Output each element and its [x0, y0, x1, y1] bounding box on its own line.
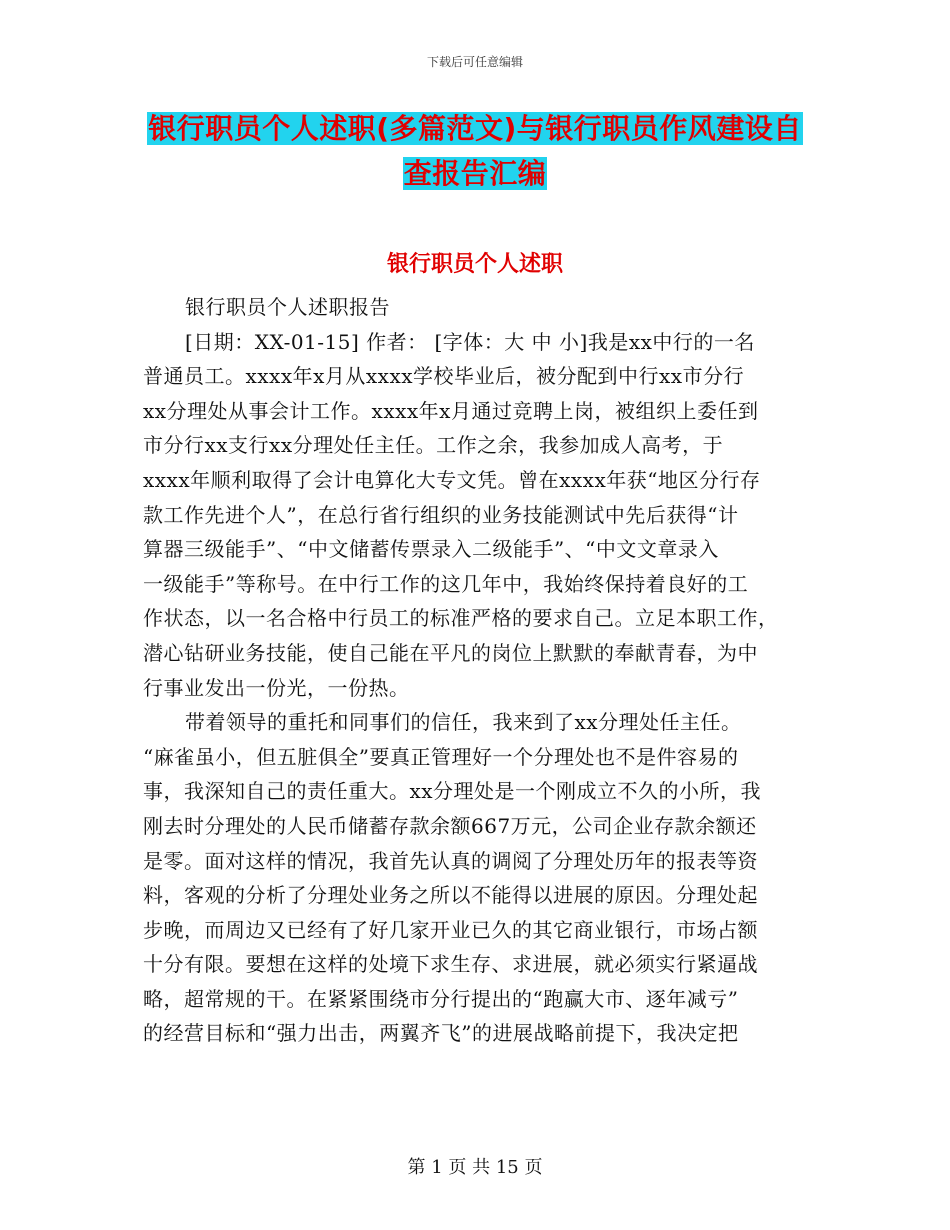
document-title-line-2: [0, 157, 950, 191]
paragraph-2-line: 料，客观的分析了分理处业务之所以不能得以进展的原因。分理处起: [143, 883, 758, 908]
document-title-line-1: [0, 112, 950, 146]
paragraph-2-line: 刚去时分理处的人民币储蓄存款余额667万元，公司企业存款余额还: [143, 813, 757, 838]
title-highlight-1: 银行职员个人述职(多篇范文)与银行职员作风建设自: [148, 112, 802, 145]
header-note: 下载后可任意编辑: [426, 55, 523, 69]
title-highlight-2: 查报告汇编: [403, 157, 547, 190]
paragraph-2-line: 的经营目标和“强力出击，两翼齐飞”的进展战略前提下，我决定把: [143, 1021, 739, 1046]
paragraph-1-line: 一级能手”等称号。在中行工作的这几年中，我始终保持着良好的工: [143, 571, 749, 596]
paragraph-1-line: 作状态，以一名合格中行员工的标准严格的要求自己。立足本职工作，: [143, 606, 779, 631]
section-title: 银行职员个人述职: [386, 252, 563, 277]
document-body: [143, 290, 808, 1051]
page-footer: 第 1 页 共 15 页: [407, 1157, 543, 1178]
report-title: 银行职员个人述职报告: [185, 295, 390, 319]
paragraph-1-line: 普通员工。xxxx年x月从xxxx学校毕业后，被分配到中行xx市分行: [143, 364, 745, 389]
paragraph-2-line: 事，我深知自己的责任重大。xx分理处是一个刚成立不久的小所，我: [143, 779, 762, 804]
paragraph-1-line: 市分行xx支行xx分理处任主任。工作之余，我参加成人高考，于: [143, 433, 724, 458]
paragraph-2-line: 十分有限。要想在这样的处境下求生存、求进展，就必须实行紧逼战: [143, 952, 758, 977]
paragraph-1-line: [日期：XX-01-15] 作者： [字体：大 中 小]我是xx中行的一名: [185, 329, 755, 354]
paragraph-2-line: 步晚，而周边又已经有了好几家开业已久的其它商业银行，市场占额: [143, 917, 758, 942]
paragraph-1-line: 潜心钻研业务技能，使自己能在平凡的岗位上默默的奉献青春，为中: [143, 640, 758, 665]
paragraph-2-line: “麻雀虽小，但五脏俱全”要真正管理好一个分理处也不是件容易的: [143, 744, 739, 769]
paragraph-1-line: 行事业发出一份光，一份热。: [143, 675, 410, 700]
paragraph-1-line: 算器三级能手”、“中文储蓄传票录入二级能手”、“中文文章录入: [143, 537, 719, 562]
paragraph-2-line: 是零。面对这样的情况，我首先认真的调阅了分理处历年的报表等资: [143, 848, 758, 873]
paragraph-2-line: 带着领导的重托和同事们的信任，我来到了xx分理处任主任。: [185, 710, 742, 735]
paragraph-1-line: xx分理处从事会计工作。xxxx年x月通过竞聘上岗，被组织上委任到: [143, 398, 759, 423]
paragraph-1-line: 款工作先进个人”，在总行省行组织的业务技能测试中先后获得“计: [143, 502, 739, 527]
paragraph-2-line: 略，超常规的干。在紧紧围绕市分行提出的“跑赢大市、逐年减亏”: [143, 986, 739, 1011]
paragraph-1-line: xxxx年顺利取得了会计电算化大专文凭。曾在xxxx年获“地区分行存: [143, 467, 761, 492]
